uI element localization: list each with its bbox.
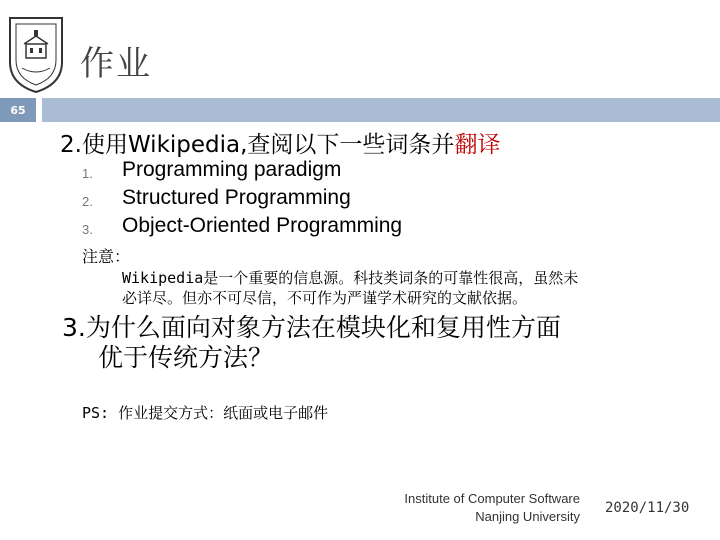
note-line-1: Wikipedia是一个重要的信息源。科技类词条的可靠性很高，虽然未: [122, 269, 579, 287]
task-3-line-2: 优于传统方法？: [98, 343, 274, 372]
list-item-text: Object-Oriented Programming: [122, 214, 403, 237]
note-label: 注意：: [82, 247, 131, 266]
note-line-2: 必详尽。但亦不可尽信，不可作为严谨学术研究的文献依据。: [122, 289, 528, 307]
task-2-prefix: 2.使用Wikipedia,查阅以下一些词条并: [60, 132, 455, 158]
slide-title: 作业: [80, 44, 152, 84]
university-logo: [4, 14, 68, 94]
list-item-number: 1.: [82, 166, 93, 181]
list-item-text: Programming paradigm: [122, 158, 342, 181]
list-item-text: Structured Programming: [122, 186, 351, 209]
page-number-badge: 65: [0, 98, 36, 122]
footer-date: 2020/11/30: [605, 500, 690, 516]
task-3-question: [62, 313, 702, 373]
header-divider-bar: [42, 98, 720, 122]
submission-note: PS: 作业提交方式：纸面或电子邮件: [82, 404, 329, 422]
task-2-heading: [60, 126, 500, 159]
footer-institute-name: Institute of Computer Software: [404, 491, 580, 506]
task-2-highlight: 翻译: [454, 132, 501, 158]
footer-institute: [370, 490, 580, 526]
task-3-line-1: 3.为什么面向对象方法在模块化和复用性方面: [62, 313, 561, 342]
footer-university-name: Nanjing University: [475, 509, 580, 524]
note-body: [122, 268, 702, 308]
list-item-number: 3.: [82, 222, 93, 237]
list-item-number: 2.: [82, 194, 93, 209]
